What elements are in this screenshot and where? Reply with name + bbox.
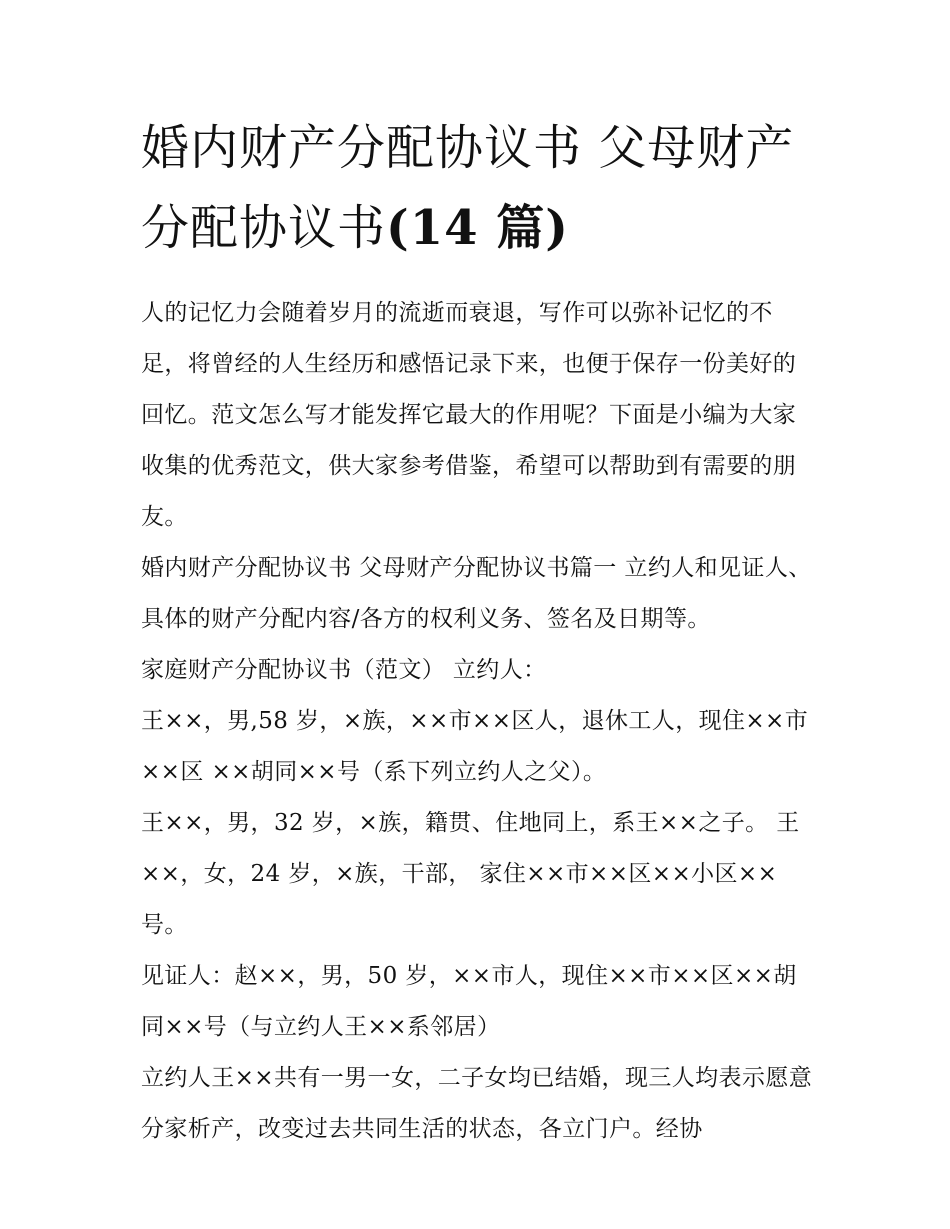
agreement-body-paragraph: 立约人王××共有一男一女，二子女均已结婚，现三人均表示愿意分家析产，改变过去共同生活的状态，各立门户。经协 <box>141 1065 813 1142</box>
intro-paragraph: 人的记忆力会随着岁月的流逝而衰退，写作可以弥补记忆的不足，将曾经的人生经历和感悟记录下来，也便于保存一份美好的回忆。范文怎么写才能发挥它最大的作用呢？下面是小编为大家收集的优秀范文，供大家参考借鉴，希望可以帮助到有需要的朋友。 <box>141 300 797 530</box>
document-title-count: (14 篇) <box>386 200 569 256</box>
party-father-paragraph: 王××，男,58 岁，×族，××市××区人，退休工人，现住××市××区 ××胡同××号（系下列立约人之父）。 <box>141 708 809 785</box>
article-heading-paragraph: 婚内财产分配协议书 父母财产分配协议书篇一 立约人和见证人、具体的财产分配内容/各方的权利义务、签名及日期等。 <box>141 555 812 632</box>
document-body <box>141 288 816 1155</box>
document-title <box>141 108 816 268</box>
document-page <box>141 108 816 1155</box>
document-title-main: 婚内财产分配协议书 父母财产分配协议书 <box>141 120 795 256</box>
witness-paragraph: 见证人：赵××，男，50 岁，××市人，现住××市××区××胡同××号（与立约人王××系邻居） <box>141 963 797 1040</box>
agreement-title-paragraph: 家庭财产分配协议书（范文） 立约人： <box>141 657 547 683</box>
party-children-paragraph: 王××，男，32 岁，×族，籍贯、住地同上，系王××之子。 王××，女，24 岁，×族，干部， 家住××市××区××小区××号。 <box>141 810 800 938</box>
